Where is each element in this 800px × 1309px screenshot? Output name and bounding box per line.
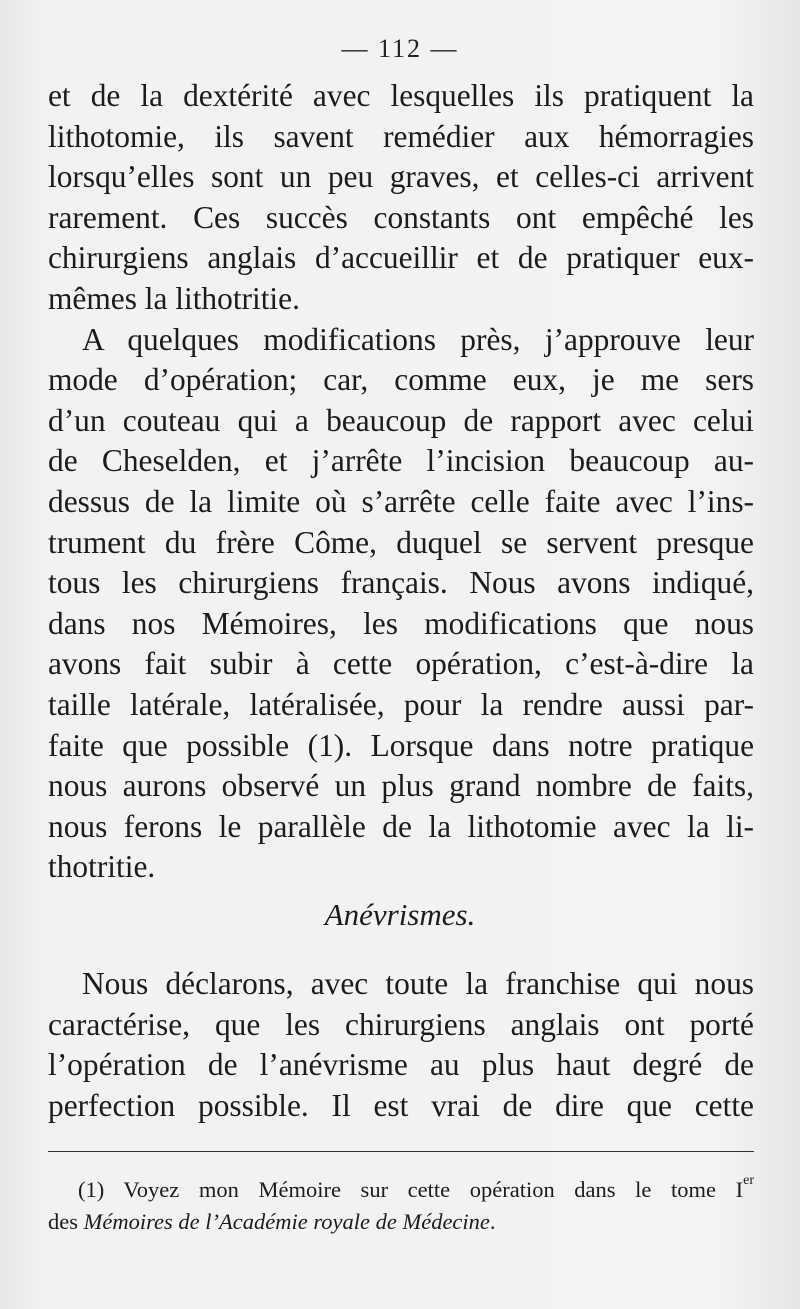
text-line: perfection possible. Il est vrai de dire que cette xyxy=(48,1087,754,1123)
page-number: — 112 — xyxy=(341,34,459,63)
footnote-text: (1) Voyez mon Mémoire sur cette opération dans le tome I xyxy=(78,1177,744,1202)
footnote-text: . xyxy=(489,1209,496,1234)
footnote-text: des xyxy=(48,1209,84,1234)
footnote-divider xyxy=(48,1151,754,1152)
text-line: chirurgiens anglais d’accueillir et de pratiquer eux- xyxy=(48,240,754,276)
text-line: mode d’opération; car, comme eux, je me sers xyxy=(48,362,754,398)
footnote-line xyxy=(48,1206,754,1238)
text-line: mêmes la lithotritie. xyxy=(48,280,300,316)
text-line: faite que possible (1). Lorsque dans notre pratique xyxy=(48,727,754,763)
text-line: d’un couteau qui a beaucoup de rapport avec celui xyxy=(48,402,754,438)
text-line: nous ferons le parallèle de la lithotomie avec la li- xyxy=(48,808,754,844)
paragraph-2 xyxy=(48,320,754,888)
text-line: de Cheselden, et j’arrête l’incision beaucoup au- xyxy=(48,443,754,479)
section-text xyxy=(48,964,754,1126)
text-line: A quelques modifications près, j’approuve leur xyxy=(82,321,754,357)
footnote-title: Mémoires de l’Académie royale de Médecine xyxy=(83,1209,490,1234)
text-line: lorsqu’elles sont un peu graves, et celles-ci arrivent xyxy=(48,159,754,195)
text-line: dans nos Mémoires, les modifications que nous xyxy=(48,605,754,641)
footnote xyxy=(48,1174,754,1238)
text-line: taille latérale, latéralisée, pour la rendre aussi par- xyxy=(48,686,754,722)
text-line: et de la dextérité avec lesquelles ils pratiquent la xyxy=(48,78,754,113)
text-line: l’opération de l’anévrisme au plus haut degré de xyxy=(48,1047,754,1083)
text-line: Nous déclarons, avec toute la franchise qui nous xyxy=(82,966,754,1001)
text-line: dessus de la limite où s’arrête celle faite avec l’ins- xyxy=(48,483,754,519)
main-text xyxy=(48,76,754,888)
text-line: rarement. Ces succès constants ont empêché les xyxy=(48,199,754,235)
text-line: nous aurons observé un plus grand nombre de faits, xyxy=(48,768,754,804)
text-line: caractérise, que les chirurgiens anglais ont porté xyxy=(48,1006,754,1042)
footnote-superscript: er xyxy=(743,1173,754,1188)
text-line: lithotomie, ils savent remédier aux hémorragies xyxy=(48,118,754,154)
text-line: avons fait subir à cette opération, c’est-à-dire la xyxy=(48,646,754,682)
text-line: trument du frère Côme, duquel se servent presque xyxy=(48,524,754,560)
footnote-line xyxy=(48,1174,754,1206)
text-line: thotritie. xyxy=(48,849,156,885)
paragraph-1 xyxy=(48,76,754,320)
section-heading: Anévrismes. xyxy=(324,897,476,932)
text-line: tous les chirurgiens français. Nous avons indiqué, xyxy=(48,565,754,601)
